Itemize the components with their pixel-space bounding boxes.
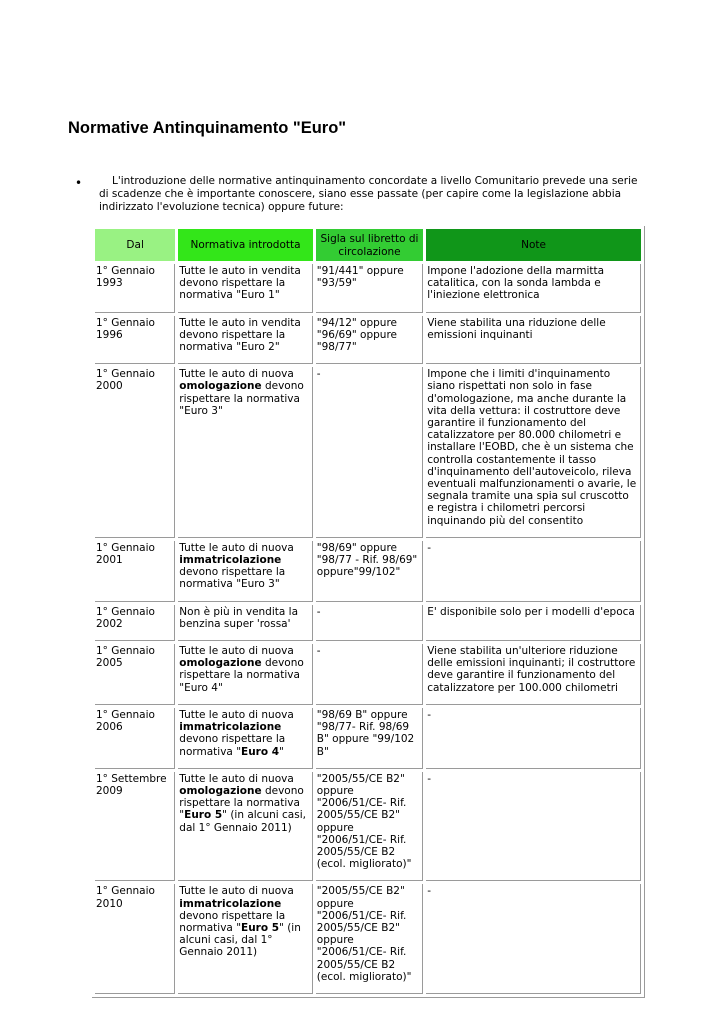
cell-sigla: "98/69" oppure "98/77 - Rif. 98/69" oppure"99/102"	[316, 541, 423, 602]
cell-normativa	[178, 541, 313, 602]
cell-sigla: "2005/55/CE B2" oppure "2006/51/CE- Rif. 2005/55/CE B2" oppure "2006/51/CE- Rif. 2005/55/CE B2 (ecol. migliorato)"	[316, 884, 423, 994]
cell-note: -	[426, 541, 641, 602]
page-title: Normative Antinquinamento "Euro"	[68, 119, 347, 137]
table-row	[95, 644, 641, 705]
cell-sigla: "2005/55/CE B2" oppure "2006/51/CE- Rif. 2005/55/CE B2" oppure "2006/51/CE- Rif. 2005/55/CE B2 (ecol. migliorato)"	[316, 772, 423, 882]
cell-note: -	[426, 708, 641, 769]
normativa-emphasis: Euro 4	[241, 745, 280, 758]
normativa-text: devono rispettare la normativa "	[179, 733, 286, 758]
normativa-text: " (in alcuni casi, dal 1° Gennaio 2011)	[179, 921, 301, 959]
header-dal: Dal	[95, 229, 175, 261]
cell-normativa	[178, 367, 313, 538]
table-row	[95, 605, 641, 641]
table-header-row	[95, 229, 641, 261]
normativa-text: Tutte le auto di nuova	[179, 885, 294, 898]
normativa-text: Tutte le auto in vendita devono rispettare la normativa "Euro 2"	[179, 316, 301, 354]
table-row	[95, 316, 641, 365]
cell-normativa	[178, 708, 313, 769]
cell-date: 1° Settembre 2009	[95, 772, 175, 882]
normativa-emphasis: omologazione	[179, 657, 262, 670]
cell-normativa	[178, 264, 313, 313]
normativa-text: Tutte le auto in vendita devono rispettare la normativa "Euro 1"	[179, 265, 301, 302]
header-normativa: Normativa introdotta	[178, 229, 313, 261]
cell-date: 1° Gennaio 2002	[95, 605, 175, 641]
cell-normativa	[178, 316, 313, 365]
cell-date: 1° Gennaio 2005	[95, 644, 175, 705]
cell-date: 1° Gennaio 1996	[95, 316, 175, 365]
table-row	[95, 772, 641, 882]
normativa-text: Tutte le auto di nuova	[179, 645, 294, 658]
cell-sigla: "91/441" oppure "93/59"	[316, 264, 423, 313]
cell-date: 1° Gennaio 2006	[95, 708, 175, 769]
cell-note: Viene stabilita un'ulteriore riduzione delle emissioni inquinanti; il costruttore deve garantire il funzionamento del catalizzatore per 100.000 chilometri	[426, 644, 641, 705]
cell-normativa	[178, 644, 313, 705]
header-note: Note	[426, 229, 641, 261]
normativa-text: Tutte le auto di nuova	[179, 772, 294, 785]
table-row	[95, 884, 641, 994]
cell-note: E' disponibile solo per i modelli d'epoca	[426, 605, 641, 641]
normativa-text: devono rispettare la normativa "	[179, 784, 304, 822]
cell-sigla: "98/69 B" oppure "98/77- Rif. 98/69 B" oppure "99/102 B"	[316, 708, 423, 769]
normativa-text: devono rispettare la normativa "	[179, 909, 286, 934]
table-row	[95, 708, 641, 769]
normativa-text: Tutte le auto di nuova	[179, 368, 294, 381]
cell-normativa	[178, 605, 313, 641]
table-row	[95, 367, 641, 538]
header-sigla: Sigla sul libretto di circolazione	[316, 229, 423, 261]
cell-date: 1° Gennaio 2000	[95, 367, 175, 538]
normativa-emphasis: Euro 5	[241, 921, 280, 934]
normativa-text: Non è più in vendita la benzina super 'rossa'	[179, 605, 299, 630]
cell-note: Viene stabilita una riduzione delle emissioni inquinanti	[426, 316, 641, 365]
euro-standards-table	[92, 226, 645, 998]
normativa-emphasis: Euro 5	[184, 809, 223, 822]
normativa-emphasis: omologazione	[179, 380, 262, 393]
cell-normativa	[178, 772, 313, 882]
normativa-emphasis: omologazione	[179, 784, 262, 797]
normativa-text: devono rispettare la normativa "Euro 3"	[179, 566, 286, 591]
cell-date: 1° Gennaio 2001	[95, 541, 175, 602]
normativa-text: devono rispettare la normativa "Euro 4"	[179, 657, 304, 694]
normativa-emphasis: immatricolazione	[179, 721, 282, 734]
normativa-text: devono rispettare la normativa "Euro 3"	[179, 380, 304, 417]
normativa-text: " (in alcuni casi, dal 1° Gennaio 2011)	[179, 809, 306, 834]
table-row	[95, 264, 641, 313]
cell-sigla: "94/12" oppure "96/69" oppure "98/77"	[316, 316, 423, 365]
cell-normativa	[178, 884, 313, 994]
normativa-emphasis: immatricolazione	[179, 897, 282, 910]
cell-note: Impone che i limiti d'inquinamento siano rispettati non solo in fase d'omologazione, ma anche durante la vita della vettura: il costruttore deve garantire il funzionamento del catalizzatore per 80.000 chilometri e installare l'EOBD, che è un sistema che controlla costantemente il tasso d'inquinamento dell'autoveicolo, rileva eventuali malfunzionamenti o avarie, le segnala tramite una spia sul cruscotto e registra i chilometri percorsi inquinando più del consentito	[426, 367, 641, 538]
intro-paragraph: L'introduzione delle normative antinquinamento concordate a livello Comunitario prevede una serie di scadenze che è importante conoscere, siano esse passate (per capire come la legislazione abbia indirizzato l'evoluzione tecnica) oppure future:	[99, 175, 638, 214]
cell-date: 1° Gennaio 2010	[95, 884, 175, 994]
table-row	[95, 541, 641, 602]
cell-sigla: -	[316, 605, 423, 641]
cell-note: -	[426, 884, 641, 994]
cell-note: Impone l'adozione della marmitta catalitica, con la sonda lambda e l'iniezione elettronica	[426, 264, 641, 313]
normativa-text: Tutte le auto di nuova	[179, 541, 294, 554]
cell-date: 1° Gennaio 1993	[95, 264, 175, 313]
cell-sigla: -	[316, 644, 423, 705]
normativa-text: "	[279, 745, 284, 758]
cell-note: -	[426, 772, 641, 882]
cell-sigla: -	[316, 367, 423, 538]
normativa-emphasis: immatricolazione	[179, 554, 282, 567]
bullet-icon: •	[75, 176, 83, 190]
normativa-text: Tutte le auto di nuova	[179, 708, 294, 721]
